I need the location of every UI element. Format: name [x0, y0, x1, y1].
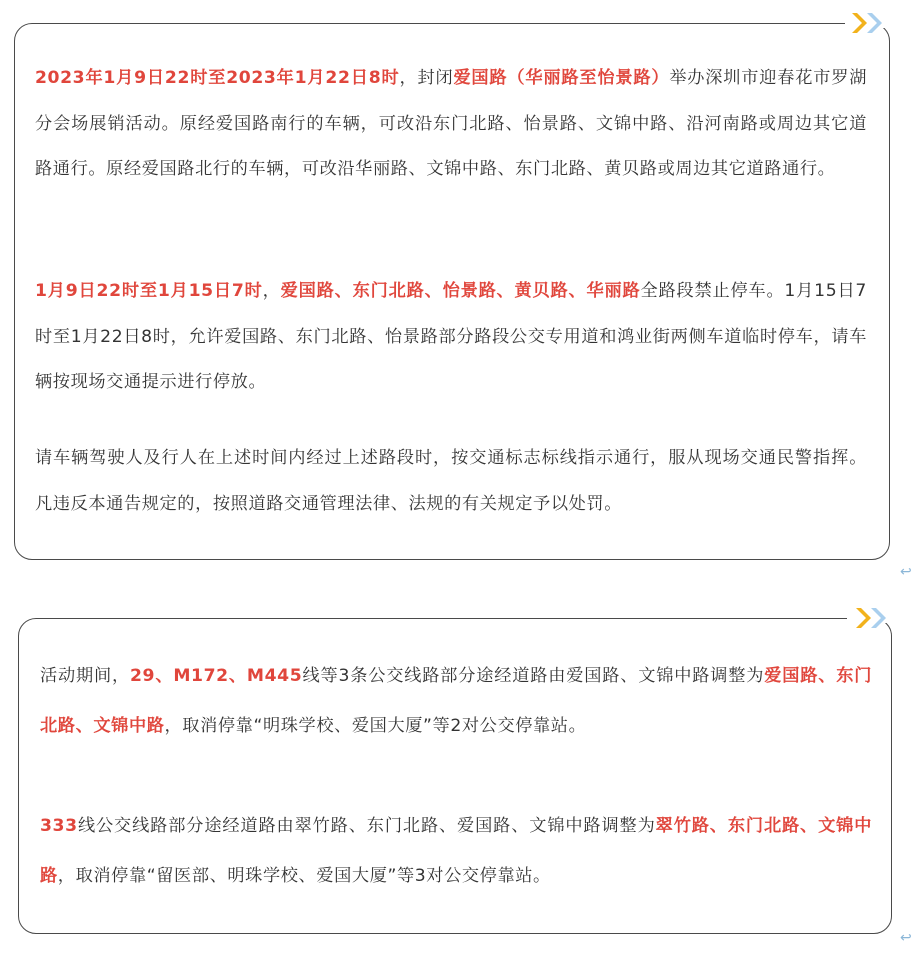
parking-ban-roads: 爱国路、东门北路、怡景路、黄贝路、华丽路 [280, 281, 641, 301]
text-segment: 举办深圳市迎春花市罗湖分会场展销活动。原经爱国路南行的车辆，可改沿东门北路、怡景路、文锦中路、沿河南路或周边其它道路通行。原经爱国路北行的车辆，可改沿华丽路、文锦中路、东门北路、黄贝路或周边其它道路通行。 [35, 68, 867, 179]
text-segment: 全路段禁止停车。1月15日7时至1月22日8时，允许爱国路、东门北路、怡景路部分路段公交专用道和鸿业街两侧车道临时停车，请车辆按现场交通提示进行停放。 [35, 281, 867, 392]
text-segment: ，封闭 [399, 68, 454, 88]
paragraph-parking-ban [35, 269, 867, 406]
closed-road-name: 爱国路（华丽路至怡景路） [453, 68, 670, 88]
closure-time-range: 2023年1月9日22时至2023年1月22日8时 [35, 68, 400, 88]
text-segment: ，取消停靠“明珠学校、爱国大厦”等2对公交停靠站。 [164, 716, 587, 736]
text-segment: 线公交线路部分途经道路由翠竹路、东门北路、爱国路、文锦中路调整为 [77, 816, 656, 836]
paragraph-compliance-notice: 请车辆驾驶人及行人在上述时间内经过上述路段时，按交通标志标线指示通行，服从现场交通民警指挥。凡违反本通告规定的，按照道路交通管理法律、法规的有关规定予以处罚。 [35, 448, 867, 514]
curl-arrow-icon: ↩ [900, 930, 912, 946]
curl-arrow-icon: ↩ [900, 564, 912, 580]
paragraph-road-closure [35, 56, 867, 193]
double-chevron-right-icon [852, 605, 892, 631]
text-segment: ，取消停靠“留医部、明珠学校、爱国大厦”等3对公交停靠站。 [57, 866, 551, 886]
bus-line-numbers: 29、M172、M445 [130, 666, 303, 686]
text-segment: 活动期间， [40, 666, 130, 686]
double-chevron-right-icon [848, 10, 888, 36]
paragraph-bus-route-change-1 [40, 651, 872, 751]
parking-ban-time-range: 1月9日22时至1月15日7时 [35, 281, 263, 301]
new-route-roads: 翠竹路、东门北路、文锦中路 [40, 816, 873, 886]
text-segment: 线等3条公交线路部分途经道路由爱国路、文锦中路调整为 [302, 666, 765, 686]
paragraph-bus-route-change-2 [40, 801, 872, 901]
bus-line-number: 333 [40, 816, 78, 836]
text-segment: ， [262, 281, 281, 301]
new-route-roads: 爱国路、东门北路、文锦中路 [40, 666, 872, 736]
